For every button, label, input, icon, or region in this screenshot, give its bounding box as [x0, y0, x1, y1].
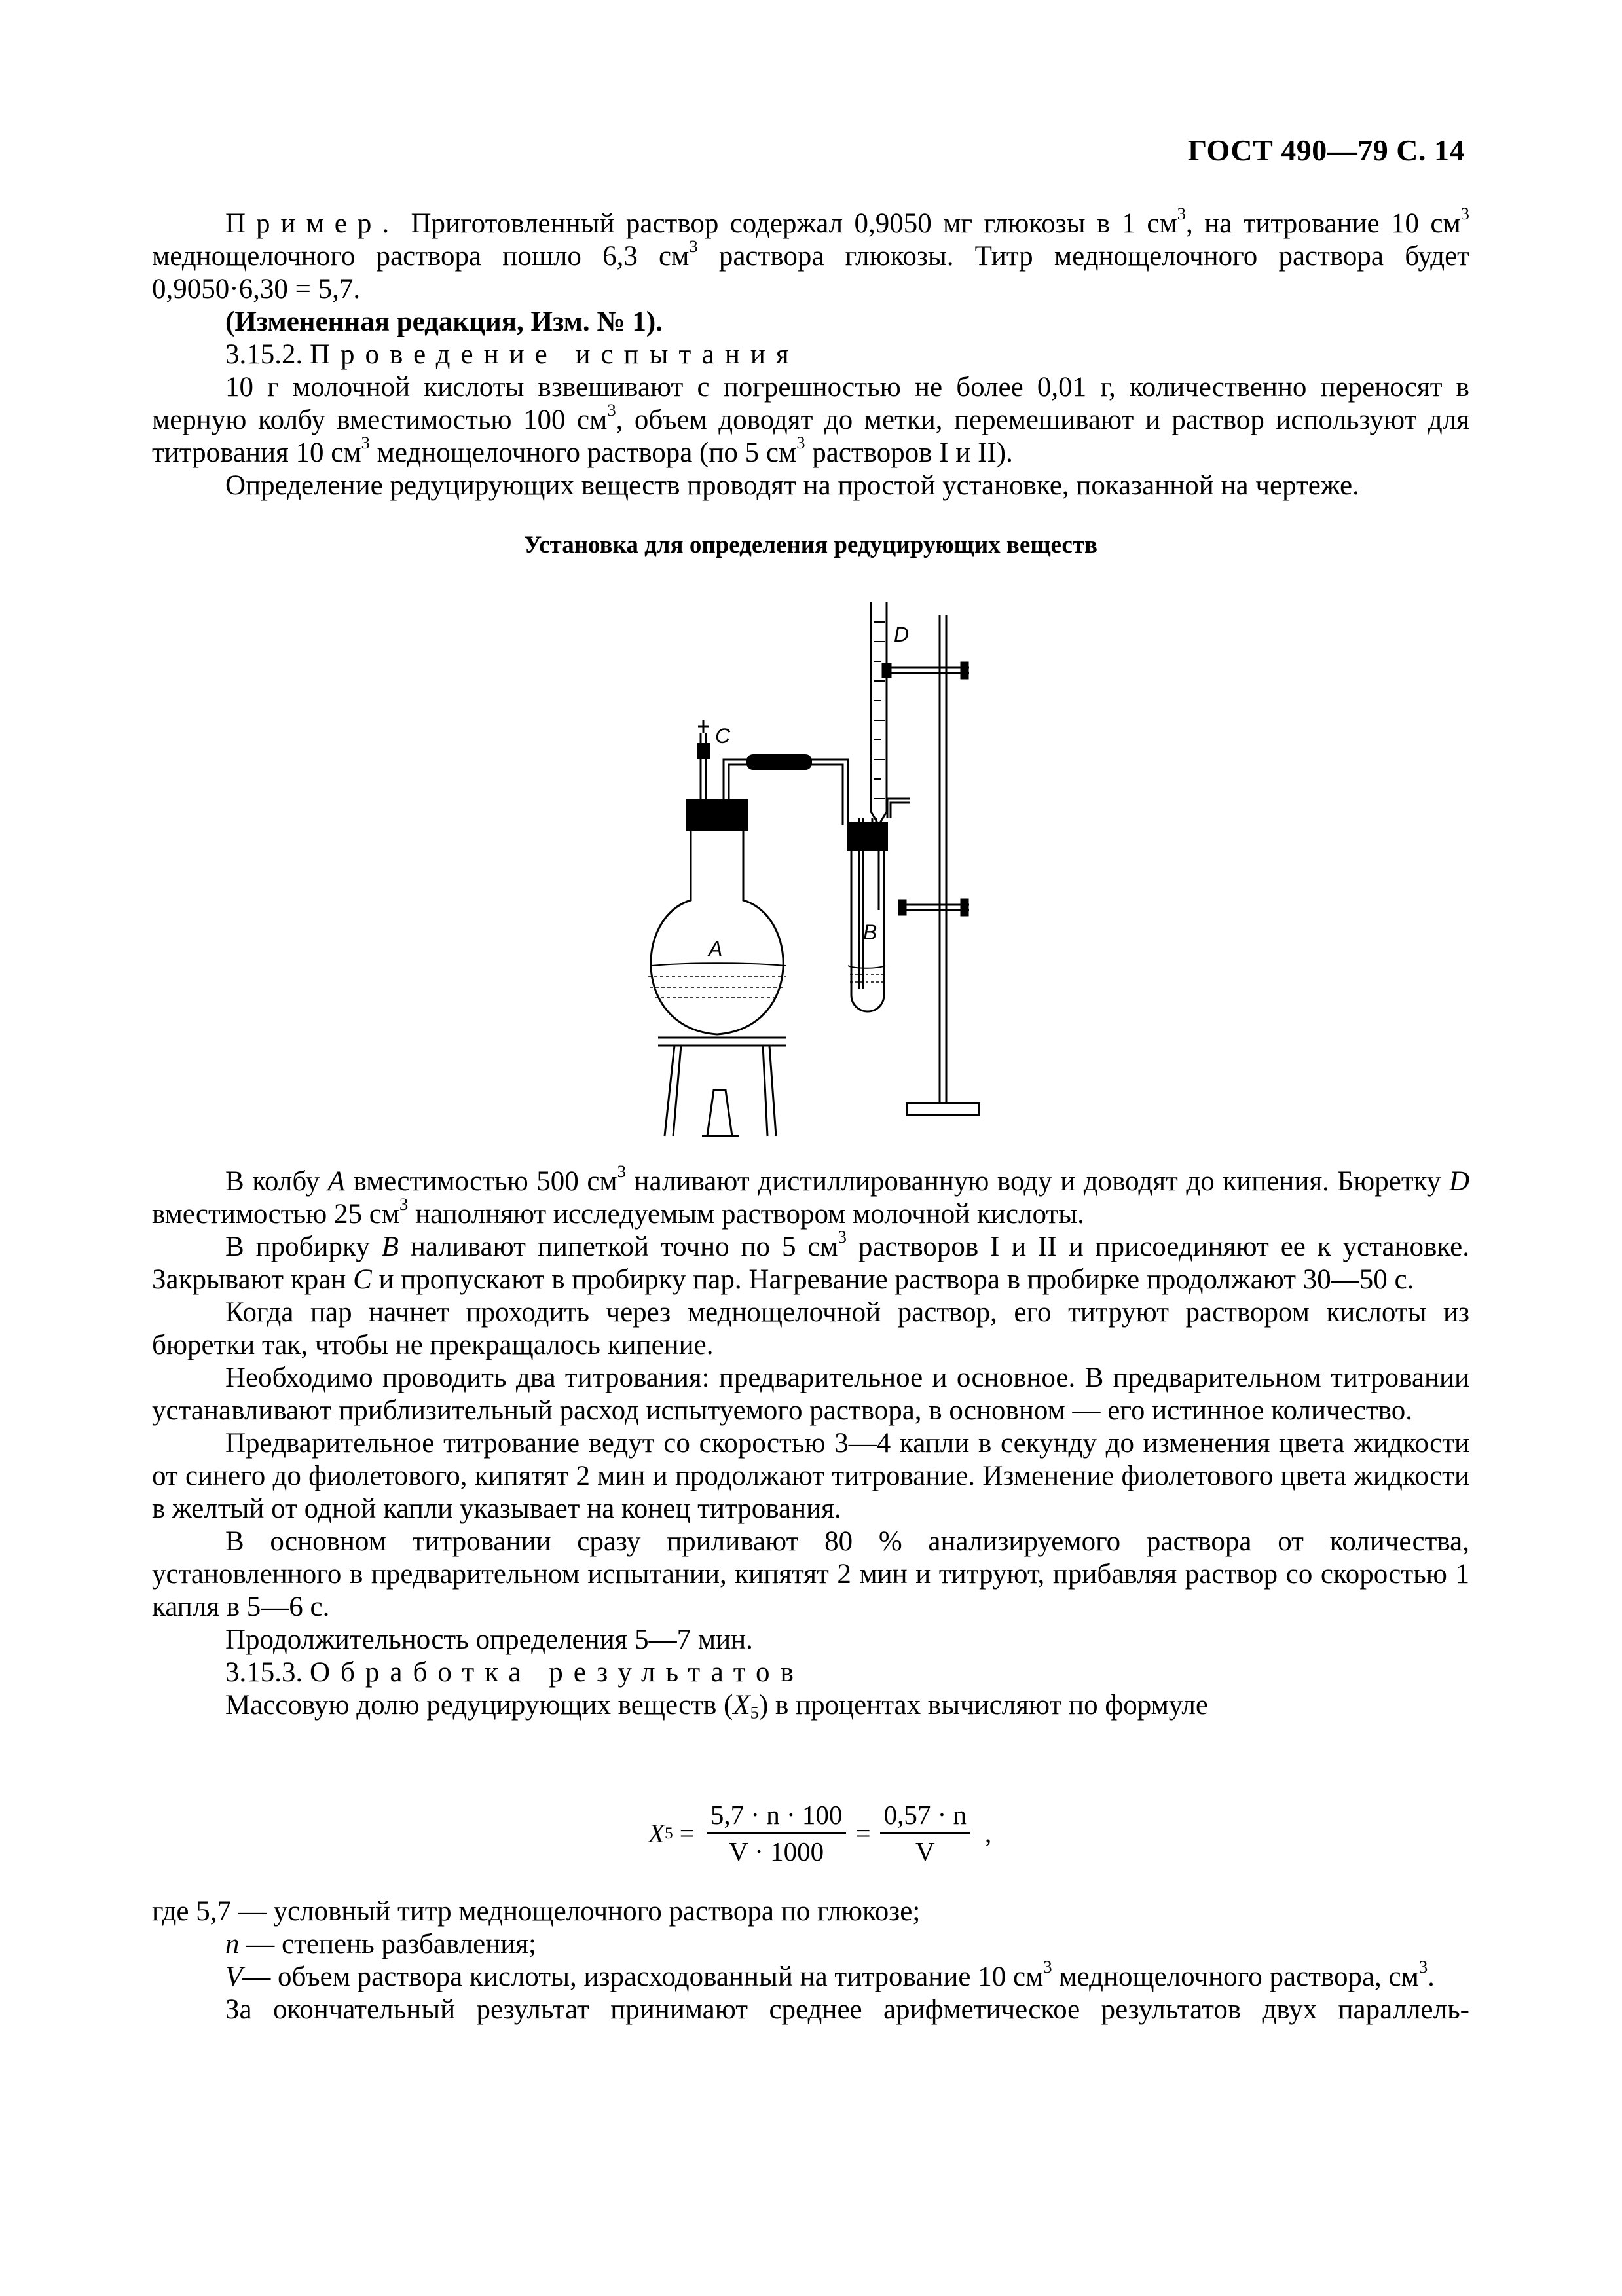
figure-caption: Установка для определения редуцирующих веществ: [523, 532, 1098, 558]
flask: [651, 828, 783, 1034]
body-p6: В основном титровании сразу приливают 80 % анализируемого раствора от количества, установленного в предварительном испытании, кипятят 2 мин и титруют, прибавляя раствор со скоростью 1 капля в 5—6 с.: [152, 1526, 1469, 1622]
body-p4: Необходимо проводить два титрования: предварительное и основное. В предварительном титровании устанавливают приблизительный расход испытуемого раствора, в основном — его истинное количество.: [152, 1362, 1469, 1426]
section-3153-heading: 3.15.3. Обработка результатов: [225, 1657, 804, 1688]
body-p5: Предварительное титрование ведут со скоростью 3—4 капли в секунду до изменения цвета жидкости от синего до фиолетового, кипятят 2 мин и продолжают титрование. Изменение фиолетового цвета жидкости в желтый от одной капли указывает на конец титрования.: [152, 1428, 1469, 1524]
label-c: C: [715, 724, 731, 748]
label-b: B: [863, 920, 877, 944]
section-3152-p1: 10 г молочной кислоты взвешивают с погрешностью не более 0,01 г, количественно переносят в мерную колбу вместимостью 100 $см^3$, объем доводят до метки, перемешивают и раствор используют для титрования 10 $см^3$ меднощелочного раствора (по 5 $см^3$ растворов I и II).: [152, 372, 1469, 468]
formula-lhs: X: [648, 1818, 665, 1848]
amended-note: (Измененная редакция, Изм. № 1).: [225, 306, 663, 337]
formula-legend: [152, 1895, 1469, 2026]
tripod: [658, 1038, 786, 1046]
apparatus-figure: [629, 602, 995, 1146]
sup-3: 3: [1177, 204, 1186, 224]
section-3152-heading: 3.15.2. Проведение испытания: [225, 339, 800, 370]
stand-base: [907, 1103, 979, 1115]
legend-final: За окончательный результат принимают среднее арифметическое результатов двух параллель-: [225, 1994, 1469, 2025]
legend-n: n — степень разбавления;: [225, 1929, 536, 1959]
procedure-block: [152, 1161, 1470, 1722]
example-label: Пример.: [225, 208, 400, 239]
section-3152-p2: Определение редуцирующих веществ проводят на простой установке, показанной на чертеже.: [225, 470, 1359, 501]
lower-clamp: [904, 905, 969, 910]
section-3153-p1: Массовую долю редуцирующих веществ $(X_5)$ в процентах вычисляют по формуле: [225, 1690, 1208, 1722]
label-a: A: [709, 937, 723, 960]
label-d: D: [894, 623, 910, 646]
body-p1: В колбу A вместимостью 500 $см^3$ наливают дистиллированную воду и доводят до кипения. Бюретку D вместимостью 25 $см^3$ наполняют исследуемым раствором молочной кислоты.: [152, 1161, 1470, 1230]
intro-block: [152, 204, 1469, 502]
upper-clamp: [887, 668, 969, 673]
formula: X 5 = $\frac{5,7 \cdot n \cdot 100}{V \cdot 1000}$ = $\frac{0,57 \cdot n}{V}$ ,: [648, 1800, 992, 1867]
legend-where: где 5,7 — условный титр меднощелочного раствора по глюкозе;: [152, 1896, 921, 1927]
body-p2: В пробирку B наливают пипеткой точно по 5 $см^3$ растворов I и II и присоединяют ее к установке. Закрывают кран C и пропускают в пробирку пар. Нагревание раствора в пробирке продолжают 30—50 с.: [152, 1227, 1470, 1295]
burner: [707, 1090, 732, 1136]
stand-rod: [940, 615, 946, 1103]
example-paragraph: Пример. Приготовленный раствор содержал 0,9050 мг глюкозы в 1 $см^3$, на титрование 10 $см^3$ меднощелочного раствора пошло 6,3 $см^3$ раствора глюкозы. Титр меднощелочного раствора будет 0,9050·6,30 = 5,7.: [152, 204, 1469, 304]
page-header: ГОСТ 490—79 С. 14: [1187, 134, 1465, 167]
body-p7: Продолжительность определения 5—7 мин.: [225, 1624, 753, 1655]
legend-v: V— объем раствора кислоты, израсходованный на титрование 10 $см^3$ меднощелочного раствора, $см^3$.: [225, 1957, 1435, 1992]
body-p3: Когда пар начнет проходить через меднощелочной раствор, его титруют раствором кислоты из бюретки так, чтобы не прекращалось кипение.: [152, 1297, 1469, 1360]
fraction-2: $\frac{0,57 \cdot n}{V}$: [880, 1800, 970, 1867]
fraction-1: $\frac{5,7 \cdot n \cdot 100}{V \cdot 1000}$: [707, 1800, 847, 1867]
burette: [871, 602, 887, 825]
apparatus-drawing: [629, 602, 995, 1146]
